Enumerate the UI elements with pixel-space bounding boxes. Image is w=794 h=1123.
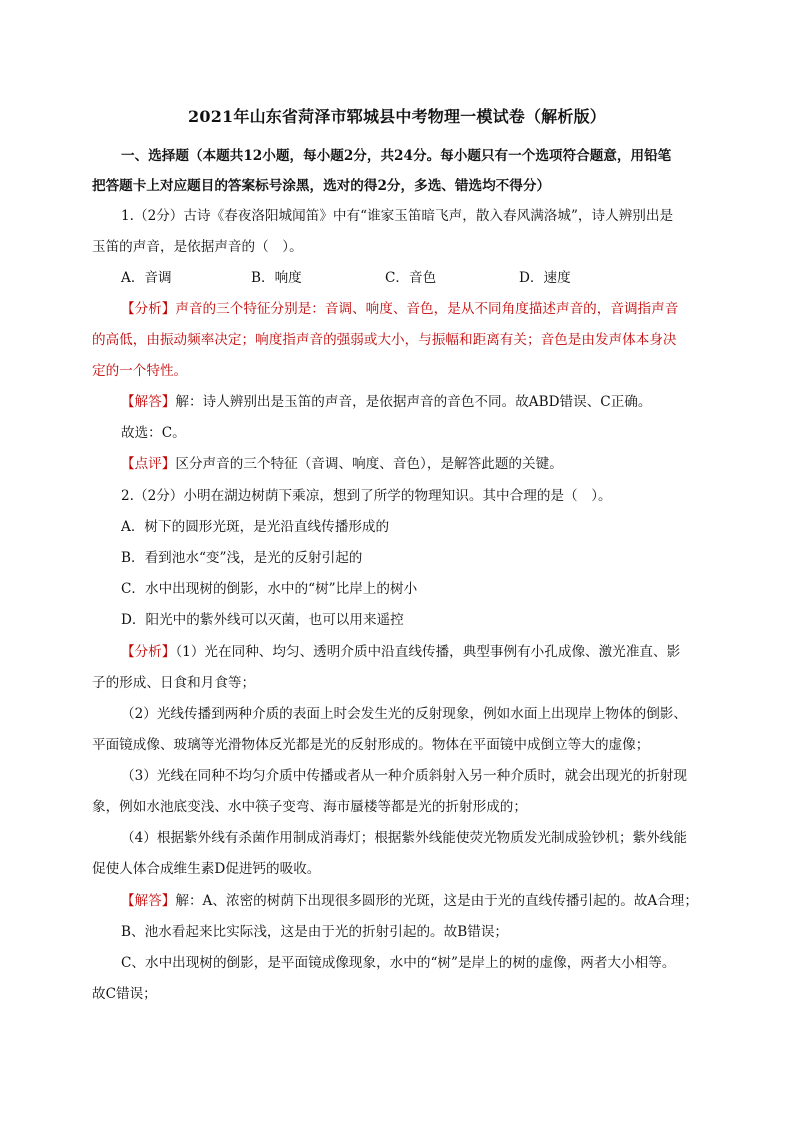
q1-analysis-line2: 的高低，由振动频率决定；响度指声音的强弱或大小，与振幅和距离有关；音色是由发声体本身决 <box>92 332 677 348</box>
q2-analysis-line4: 平面镜成像、玻璃等光滑物体反光都是光的反射形成的。物体在平面镜中成倒立等大的虚像； <box>92 737 650 753</box>
analysis-tag: 【分析】 <box>121 644 176 660</box>
q2-analysis-line2: 子的形成、日食和月食等； <box>92 675 256 691</box>
q1-answer <box>121 392 651 412</box>
q1-analysis-line3: 定的一个特性。 <box>92 363 188 379</box>
answer-tag: 【解答】 <box>121 394 176 410</box>
q2-answer-line2: B、池水看起来比实际浅，这是由于光的折射引起的。故B错误； <box>121 924 509 940</box>
q1-option-b: B．响度 <box>251 270 302 286</box>
q2-analysis-line1 <box>121 642 680 662</box>
q2-analysis-line7: （4）根据紫外线有杀菌作用制成消毒灯；根据紫外线能使荧光物质发光制成验钞机；紫外线能 <box>121 830 687 846</box>
q2-option-c: C．水中出现树的倒影，水中的“树”比岸上的树小 <box>121 581 418 597</box>
q1-option-c: C．音色 <box>385 270 437 286</box>
answer-text: 解：诗人辨别出是玉笛的声音，是依据声音的音色不同。故ABD错误、C正确。 <box>175 394 652 410</box>
q2-answer-line4: 故C错误； <box>92 986 157 1002</box>
q1-option-d: D．速度 <box>519 270 571 286</box>
q2-answer-line1 <box>121 891 698 911</box>
q1-comment <box>121 454 563 474</box>
q2-stem: 2.（2分）小明在湖边树荫下乘凉，想到了所学的物理知识。其中合理的是（ ）。 <box>121 488 612 504</box>
q1-stem-line2: 玉笛的声音，是依据声音的（ ）。 <box>92 239 303 255</box>
q2-option-b: B．看到池水“变”浅，是光的反射引起的 <box>121 550 363 566</box>
analysis-tag: 【分析】 <box>121 301 176 317</box>
q2-analysis-line3: （2）光线传播到两种介质的表面上时会发生光的反射现象，例如水面上出现岸上物体的倒影、 <box>121 706 687 722</box>
q2-analysis-line5: （3）光线在同种不均匀介质中传播或者从一种介质斜射入另一种介质时，就会出现光的折射现 <box>121 768 687 784</box>
page-title: 2021年山东省菏泽市郓城县中考物理一模试卷（解析版） <box>188 107 606 126</box>
q1-choice: 故选：C。 <box>121 425 186 441</box>
q2-analysis-line6: 象，例如水池底变浅、水中筷子变弯、海市蜃楼等都是光的折射形成的； <box>92 799 527 815</box>
section-heading-line1: 一、选择题（本题共12小题，每小题2分，共24分。每小题只有一个选项符合题意，用铅笔 <box>121 148 672 164</box>
q1-analysis-line1 <box>121 299 678 319</box>
analysis-text: （1）光在同种、均匀、透明介质中沿直线传播，典型事例有小孔成像、激光准直、影 <box>175 644 681 660</box>
comment-text: 区分声音的三个特征（音调、响度、音色），是解答此题的关键。 <box>175 456 563 472</box>
q2-answer-line3: C、水中出现树的倒影，是平面镜成像现象，水中的“树”是岸上的树的虚像，两者大小相等。 <box>121 955 676 971</box>
comment-tag: 【点评】 <box>121 456 176 472</box>
analysis-text: 声音的三个特征分别是：音调、响度、音色，是从不同角度描述声音的，音调指声音 <box>175 301 679 317</box>
q2-option-d: D．阳光中的紫外线可以灭菌，也可以用来遥控 <box>121 612 404 628</box>
answer-text: 解：A、浓密的树荫下出现很多圆形的光斑，这是由于光的直线传播引起的。故A合理； <box>175 893 698 909</box>
q1-stem-line1: 1.（2分）古诗《春夜洛阳城闻笛》中有“谁家玉笛暗飞声，散入春风满洛城”，诗人辨别出是 <box>121 208 674 224</box>
q2-analysis-line8: 促使人体合成维生素D促进钙的吸收。 <box>92 861 321 877</box>
section-heading-line2: 把答题卡上对应题目的答案标号涂黑，选对的得2分，多选、错选均不得分） <box>92 178 551 194</box>
q2-option-a: A．树下的圆形光斑，是光沿直线传播形成的 <box>121 519 390 535</box>
answer-tag: 【解答】 <box>121 893 176 909</box>
q1-option-a: A．音调 <box>121 270 172 286</box>
